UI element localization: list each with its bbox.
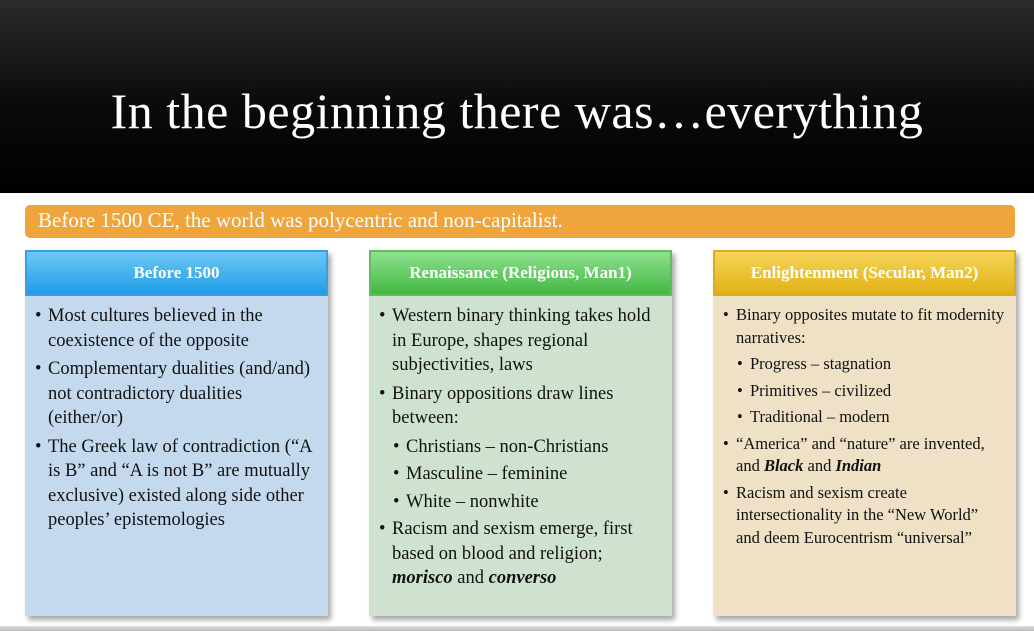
sub-bullet-item: • Progress – stagnation: [723, 353, 1006, 376]
bullet-list: [723, 304, 1006, 549]
term-indian: Indian: [835, 456, 882, 475]
term-morisco: morisco: [392, 568, 453, 588]
bullet-item: • Most cultures believed in the coexistence of the opposite: [35, 304, 318, 353]
column-body: [713, 296, 1016, 616]
bullet-item: • Complementary dualities (and/and) not contradictory dualities (either/or): [35, 357, 318, 431]
bullet-item: [723, 433, 1006, 478]
sub-bullet-item: • Traditional – modern: [723, 406, 1006, 429]
summary-bar: Before 1500 CE, the world was polycentric and non-capitalist.: [25, 205, 1015, 238]
bullet-text: Racism and sexism emerge, first based on blood and religion;: [392, 519, 633, 564]
column-heading: Renaissance (Religious, Man1): [369, 250, 672, 296]
sub-bullet-item: • Christians – non-Christians: [379, 435, 662, 460]
bottom-divider: [0, 626, 1034, 631]
column-body: [369, 296, 672, 616]
slide-title: In the beginning there was…everything: [110, 83, 924, 139]
column-heading: Enlightenment (Secular, Man2): [713, 250, 1016, 296]
bullet-item: • Binary oppositions draw lines between:: [379, 382, 662, 431]
column-body: [25, 296, 328, 616]
column-before-1500: [25, 250, 328, 616]
bullet-item: • Binary opposites mutate to fit modernity narratives:: [723, 304, 1006, 349]
bullet-item: • The Greek law of contradiction (“A is B” and “A is not B” are mutually exclusive) existed along side other peoples’ epistemologies: [35, 435, 318, 533]
column-heading: Before 1500: [25, 250, 328, 296]
sub-bullet-item: • Masculine – feminine: [379, 462, 662, 487]
bullet-list: [35, 304, 318, 533]
title-band: [0, 0, 1034, 193]
bullet-item: • Racism and sexism create intersectionality in the “New World” and deem Eurocentrism “universal”: [723, 482, 1006, 550]
sub-bullet-item: • White – nonwhite: [379, 490, 662, 515]
bullet-item: • Western binary thinking takes hold in Europe, shapes regional subjectivities, laws: [379, 304, 662, 378]
sub-bullet-item: • Primitives – civilized: [723, 380, 1006, 403]
conjunction: and: [807, 456, 832, 475]
conjunction: and: [457, 568, 484, 588]
bullet-item: [379, 517, 662, 591]
bullet-list: [379, 304, 662, 591]
term-converso: converso: [488, 568, 557, 588]
term-black: Black: [763, 456, 804, 475]
column-enlightenment: [713, 250, 1016, 616]
column-renaissance: [369, 250, 672, 616]
bullet-text: “America” and “nature” are invented, and: [736, 433, 985, 475]
